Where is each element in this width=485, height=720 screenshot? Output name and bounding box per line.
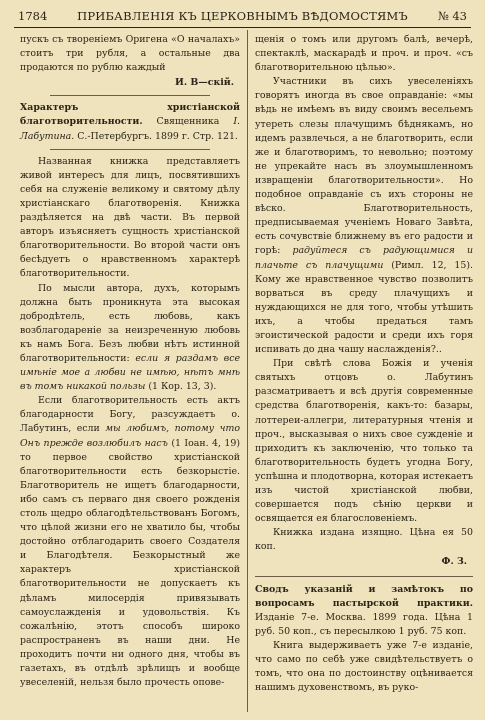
scripture-reference: (1 Кор. 13, 3). xyxy=(145,381,217,393)
paragraph-text: (1 Іоан. 4, 19) то первое свойство христіанской благотворительности есть безкорыстіе. Благотворитель не ищетъ благодарности, ибо самъ съ перваго дня своего рожденія столь щедро облагодѣтельствованъ Богомъ, что цѣлой жизни его не хватило бы, чтобы достойно отблагодарить своего Создателя и Благодѣтеля. Безкорыстный же характеръ христіанской благотворительности не допускаетъ къ дѣламъ милосердія привязывать самоуслажденія и удовольствія. Къ сожалѣнію, этотъ способъ широко распространенъ въ наши дни. Не проходитъ почти ни одного дня, чтобы въ газетахъ, въ отдѣлѣ зрѣлищъ и вообще увеселеній, нельзя было прочесть опове- xyxy=(20,437,240,689)
scripture-quote: если я раздамъ все имѣніе мое а любви не имѣю, нѣтъ мнѣ въ томъ никакой пользы xyxy=(20,352,240,393)
paragraph-text: (Римл. 12, 15). Кому же нравственное чувство позволитъ ворваться въ среду плачущихъ и нуждающихся не для того, чтобы утѣшить ихъ, а чтобы предаться тамъ эгоистической радости и среди ихъ горя испивать до дна чашу наслажденія?.. xyxy=(255,259,473,356)
paragraph-text: По мысли автора, духъ, которымъ должна быть проникнута эта высокая добродѣтель, есть любовь, какъ возблагодареніе за неизреченную любовь къ намъ Бога. Безъ любви нѣтъ истинной благотворительности: xyxy=(20,282,240,364)
column-divider xyxy=(247,30,248,712)
intro-signature: И. В—скій. xyxy=(175,77,234,89)
body-paragraph: При свѣтѣ слова Божія и ученія святыхъ отцовъ о. Лабутинъ разсматриваетъ и всѣ другія современные средства благотворенія, какъ-то: базары, лоттереи-аллегри, литературныя чтенія и проч., высказывая о нихъ свое сужденіе и приходитъ къ заключенію, что только та благотворительность будетъ угодна Богу, успѣшна и плодотворна, которая истекаетъ изъ чистой христіанской любви, совершается подъ сѣнію церкви и освящается ея благословеніемъ. xyxy=(255,358,473,525)
section-divider xyxy=(255,576,473,577)
page-number: 1784 xyxy=(18,9,48,23)
body-paragraph: Книга выдерживаетъ уже 7-е изданіе, что само по себѣ уже свидѣтельствуетъ о томъ, что она по достоинству оцѣнивается нашимъ духовенствомъ, въ руко- xyxy=(255,639,473,694)
journal-title: ПРИБАВЛЕНІЯ КЪ ЦЕРКОВНЫМЪ ВѢДОМОСТЯМЪ xyxy=(77,9,408,23)
running-header xyxy=(14,8,471,24)
body-paragraph: Названная книжка представляетъ живой интересъ для лицъ, посвятившихъ себя на служеніе великому и святому дѣлу христіанскаго благотворенія. Книжка раздѣляется на двѣ части. Въ первой авторъ изъясняетъ сущность христіанской благотворительности. Во второй части онъ бесѣдуетъ о нравственномъ характерѣ благотворительности. xyxy=(20,155,240,280)
intro-paragraph: пускъ съ твореніемъ Оригена «О началахъ» стоитъ три рубля, а остальные два продаются по рублю каждый xyxy=(20,34,240,74)
section-divider xyxy=(50,95,210,96)
section-divider xyxy=(50,149,210,150)
continued-paragraph: щенія о томъ или другомъ балѣ, вечерѣ, спектаклѣ, маскарадѣ и проч. и проч. «съ благотворительною цѣлью». xyxy=(255,34,473,74)
scripture-quote: мы любимъ, потому что Онъ прежде возлюбилъ насъ xyxy=(20,423,240,449)
review-title: Характеръ христіанской благотворительности. xyxy=(20,102,240,128)
review-publication: Изданіе 7-е. Москва. 1899 года. Цѣна 1 руб. 50 коп., съ пересылкою 1 руб. 75 коп. xyxy=(255,611,473,637)
review-heading-text: Священника xyxy=(142,116,234,128)
review-publication: С.-Петербургъ. 1899 г. Стр. 121. xyxy=(74,130,238,142)
review-title: Сводъ указаній и замѣтокъ по вопросамъ пастырской практики. xyxy=(255,583,473,609)
paragraph-text: Участники въ сихъ увеселеніяхъ говорятъ иногда въ свое оправданіе: «мы вѣдь не имѣемъ въ виду своимъ весельемъ утереть слезы плачущимъ бѣднякамъ, но идемъ развлечься, а не благотворить, если же и благотворимъ, то невольно; поэтому не упрекайте насъ въ злоумышленномъ извращеніи благотворительности». Но подобное оправданіе съ ихъ стороны не вѣско. Благотворительность, предписываемая ученіемъ Новаго Завѣта, есть сочувствіе ближнему въ его радости и горѣ: xyxy=(255,76,473,257)
body-paragraph xyxy=(20,282,240,395)
review-author: І. Лабутина. xyxy=(20,116,240,142)
body-paragraph xyxy=(20,394,240,690)
right-column xyxy=(255,33,473,695)
price-note: Книжка издана изящно. Цѣна ея 50 коп. xyxy=(255,527,473,553)
body-paragraph xyxy=(255,75,473,357)
review-signature: Ф. З. xyxy=(441,556,467,568)
issue-number: № 43 xyxy=(437,9,467,23)
review-heading xyxy=(255,583,473,639)
header-rule xyxy=(14,27,471,28)
review-heading xyxy=(20,101,240,143)
paragraph-text: Если благотворительность есть актъ благодарности Богу, разсуждаетъ о. Лабутинъ, если xyxy=(20,395,240,435)
left-column xyxy=(20,33,240,690)
scripture-quote: радуйтеся съ радующимися и плачьте съ плачущими xyxy=(255,245,473,271)
